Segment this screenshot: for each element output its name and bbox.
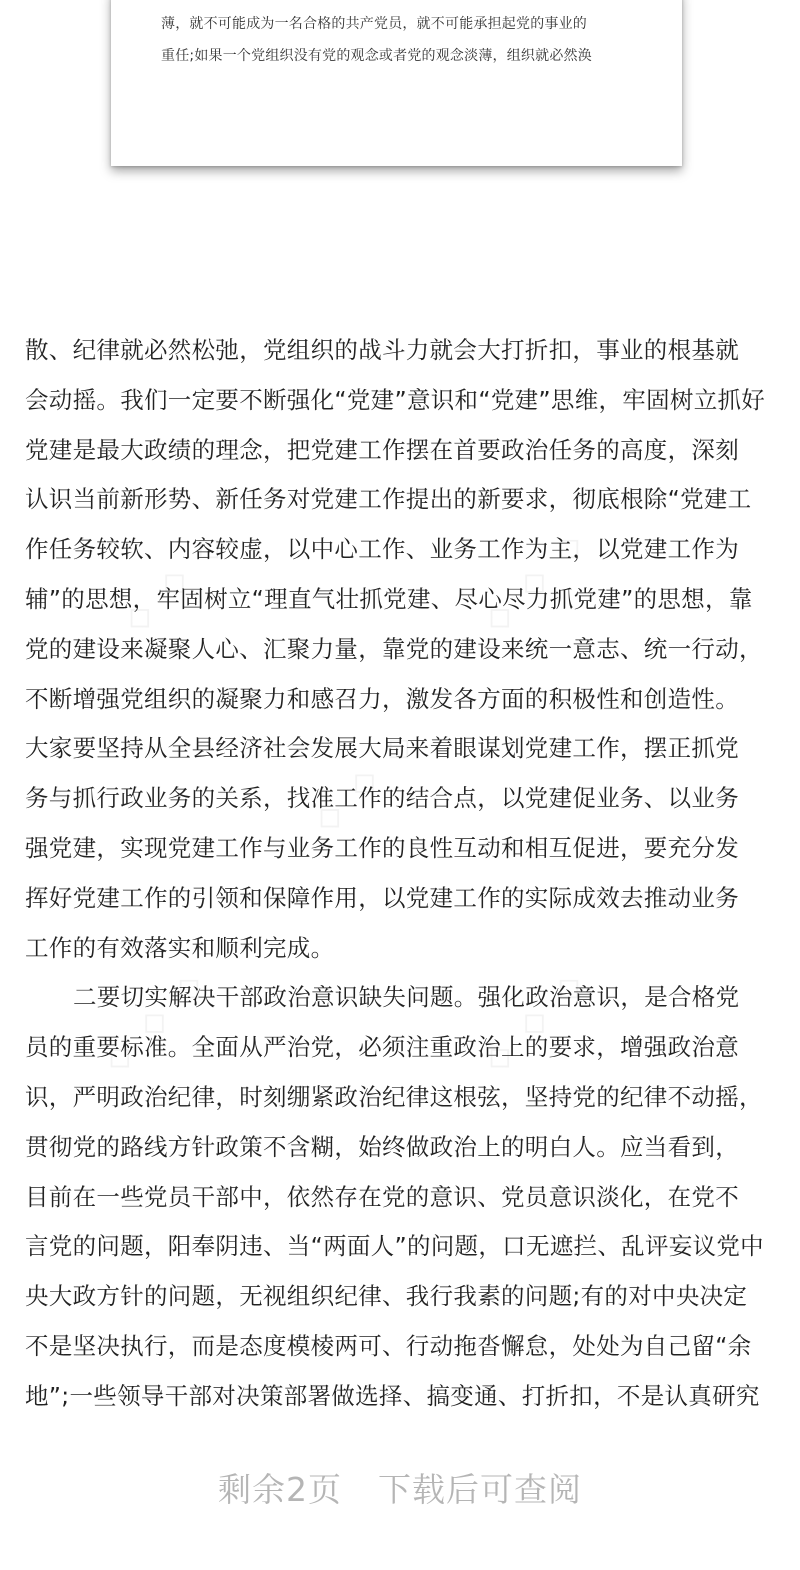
- body-line: 散、纪律就必然松弛，党组织的战斗力就会大打折扣，事业的根基就: [25, 336, 739, 364]
- download-prompt[interactable]: [0, 1466, 800, 1514]
- body-line: 不是坚决执行，而是态度模棱两可、行动拖沓懈怠，处处为自己留“余: [25, 1331, 752, 1360]
- body-line: 党建是最大政绩的理念，把党建工作摆在首要政治任务的高度，深刻: [25, 435, 739, 464]
- body-line: 挥好党建工作的引领和保障作用，以党建工作的实际成效去推动业务: [25, 883, 739, 912]
- body-line: 作任务较软、内容较虚，以中心工作、业务工作为主，以党建工作为: [25, 535, 739, 564]
- body-line: 认识当前新形势、新任务对党建工作提出的新要求，彻底根除“党建工: [25, 485, 752, 514]
- card-text-line-2: 重任;如果一个党组织没有党的观念或者党的观念淡薄，组织就必然涣: [161, 48, 592, 64]
- paragraph-start-line: 二要切实解决干部政治意识缺失问题。强化政治意识，是合格党: [73, 983, 740, 1012]
- body-line: 不断增强党组织的凝聚力和感召力，激发各方面的积极性和创造性。: [25, 684, 739, 713]
- previous-page-card: [111, 0, 682, 166]
- body-line: 贯彻党的路线方针政策不含糊，始终做政治上的明白人。应当看到，: [25, 1132, 739, 1161]
- card-text-line-1: 薄，就不可能成为一名合格的共产党员，就不可能承担起党的事业的: [161, 16, 587, 32]
- body-line: 央大政方针的问题，无视组织纪律、我行我素的问题;有的对中央决定: [25, 1282, 748, 1311]
- watermark-mark: ◇ ◇ ◇: [304, 719, 426, 841]
- body-line: 地”;一些领导干部对决策部署做选择、搞变通、打折扣，不是认真研究: [25, 1381, 760, 1410]
- watermark-mark: ◇ ◇ ◇: [474, 519, 596, 641]
- body-line: 工作的有效落实和顺利完成。: [25, 933, 335, 962]
- document-body: [25, 326, 775, 1422]
- body-line: 强党建，实现党建工作与业务工作的良性互动和相互促进，要充分发: [25, 833, 739, 862]
- download-to-view-label: 下载后可查阅: [378, 1470, 582, 1509]
- body-line: 会动摇。我们一定要不断强化“党建”意识和“党建”思维，牢固树立抓好: [25, 385, 766, 414]
- watermark-mark: ◇ ◇ ◇: [114, 519, 236, 641]
- body-line: 识，严明政治纪律，时刻绷紧政治纪律这根弦，坚持党的纪律不动摇，: [25, 1082, 763, 1111]
- body-line: 员的重要标准。全面从严治党，必须注重政治上的要求，增强政治意: [25, 1033, 739, 1062]
- watermark-mark: ◇ ◇ ◇: [474, 959, 596, 1081]
- watermark-mark: ◇ ◇ ◇: [94, 959, 216, 1081]
- body-line: 大家要坚持从全县经济社会发展大局来着眼谋划党建工作，摆正抓党: [25, 734, 739, 763]
- remaining-pages-label: 剩余2页: [218, 1470, 342, 1509]
- body-line: 辅”的思想，牢固树立“理直气壮抓党建、尽心尽力抓党建”的思想，靠: [25, 584, 753, 613]
- body-line: 党的建设来凝聚人心、汇聚力量，靠党的建设来统一意志、统一行动，: [25, 634, 763, 663]
- body-line: 言党的问题，阳奉阴违、当“两面人”的问题，口无遮拦、乱评妄议党中: [25, 1232, 764, 1261]
- body-line: 目前在一些党员干部中，依然存在党的意识、党员意识淡化，在党不: [25, 1182, 739, 1211]
- body-line: 务与抓行政业务的关系，找准工作的结合点，以党建促业务、以业务: [25, 784, 739, 813]
